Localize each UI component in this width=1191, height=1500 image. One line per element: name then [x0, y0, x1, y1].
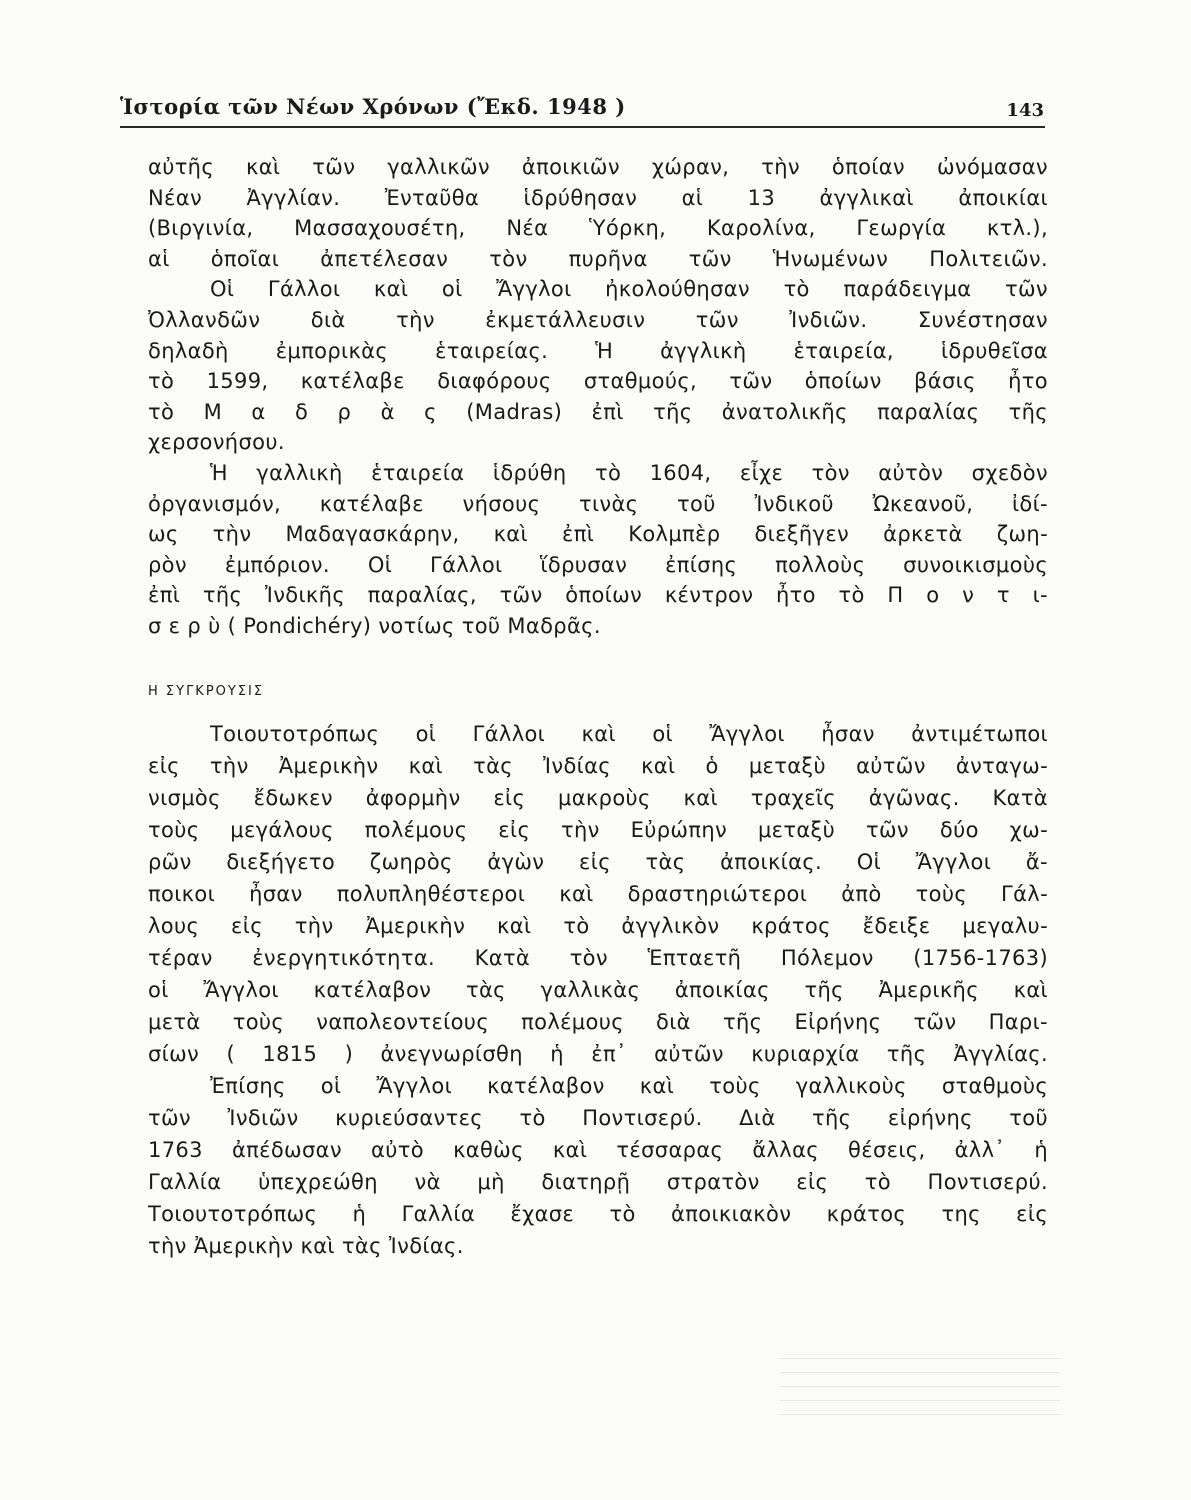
text-line: Νέαν Ἀγγλίαν. Ἐνταῦθα ἱδρύθησαν αἱ 13 ἀγγλικαὶ ἀποικίαι: [148, 185, 1048, 210]
running-title: Ἱστορία τῶν Νέων Χρόνων (Ἔκδ. 1948 ): [120, 94, 626, 119]
text-line: Ὀλλανδῶν διὰ τὴν ἐκμετάλλευσιν τῶν Ἰνδιῶν. Συνέστησαν: [148, 307, 1048, 332]
text-line: τέραν ἐνεργητικότητα. Κατὰ τὸν Ἑπταετῆ Πόλεμον (1756-1763): [148, 945, 1048, 970]
text-line: τὴν Ἀμερικὴν καὶ τὰς Ἰνδίας.: [148, 1233, 464, 1258]
text-line: ἐπὶ τῆς Ἰνδικῆς παραλίας, τῶν ὁποίων κέντρον ἦτο τὸ Π ο ν τ ι-: [148, 583, 1048, 608]
text-line: Ἡ γαλλικὴ ἑταιρεία ἱδρύθη τὸ 1604, εἶχε τὸν αὐτὸν σχεδὸν: [210, 460, 1048, 485]
text-line: νισμὸς ἔδωκεν ἀφορμὴν εἰς μακροὺς καὶ τραχεῖς ἀγῶνας. Κατὰ: [148, 785, 1048, 810]
text-line: Ἐπίσης οἱ Ἄγγλοι κατέλαβον καὶ τοὺς γαλλικοὺς σταθμοὺς: [210, 1073, 1048, 1098]
text-line: μετὰ τοὺς ναπολεοντείους πολέμους διὰ τῆς Εἰρήνης τῶν Παρι-: [148, 1009, 1048, 1034]
text-line: χερσονήσου.: [148, 430, 285, 455]
text-line: ρῶν διεξήγετο ζωηρὸς ἀγὼν εἰς τὰς ἀποικίας. Οἱ Ἄγγλοι ἄ-: [148, 849, 1048, 874]
text-line: τὸ 1599, κατέλαβε διαφόρους σταθμούς, τῶν ὁποίων βάσις ἦτο: [148, 369, 1048, 394]
text-line: σίων ( 1815 ) ἀνεγνωρίσθη ἡ ἐπ᾿ αὐτῶν κυριαρχία τῆς Ἀγγλίας.: [148, 1041, 1048, 1066]
text-line: τοὺς μεγάλους πολέμους εἰς τὴν Εὐρώπην μεταξὺ τῶν δύο χω-: [148, 817, 1048, 842]
text-line: Οἱ Γάλλοι καὶ οἱ Ἄγγλοι ἠκολούθησαν τὸ παράδειγμα τῶν: [210, 277, 1048, 302]
running-header: [120, 86, 1050, 126]
text-block-conflict: [148, 718, 1048, 1262]
text-line: τῶν Ἰνδιῶν κυριεύσαντες τὸ Ποντισερύ. Διὰ τῆς εἰρήνης τοῦ: [148, 1105, 1048, 1130]
text-line: αὐτῆς καὶ τῶν γαλλικῶν ἀποικιῶν χώραν, τὴν ὁποίαν ὠνόμασαν: [148, 155, 1048, 179]
text-line: εἰς τὴν Ἀμερικὴν καὶ τὰς Ἰνδίας καὶ ὁ μεταξὺ αὐτῶν ἀνταγω-: [148, 753, 1048, 778]
text-line: τὸ Μ α δ ρ ὰ ς (Madras) ἐπὶ τῆς ἀνατολικῆς παραλίας τῆς: [148, 399, 1048, 424]
section-heading: Η ΣΥΓΚΡΟΥΣΙΣ: [148, 683, 265, 699]
text-line: ὀργανισμόν, κατέλαβε νήσους τινὰς τοῦ Ἰνδικοῦ Ὠκεανοῦ, ἰδί-: [148, 491, 1048, 516]
text-line: ως τὴν Μαδαγασκάρην, καὶ ἐπὶ Κολμπὲρ διεξῆγεν ἀρκετὰ ζωη-: [148, 522, 1048, 547]
text-line: σ ε ρ ὺ ( Pondichéry) νοτίως τοῦ Μαδρᾶς.: [148, 613, 601, 638]
text-line: Τοιουτοτρόπως ἡ Γαλλία ἔχασε τὸ ἀποικιακὸν κράτος της εἰς: [148, 1201, 1048, 1226]
text-line: (Βιργινία, Μασσαχουσέτη, Νέα Ὑόρκη, Καρολίνα, Γεωργία κτλ.),: [148, 216, 1048, 241]
text-line: δηλαδὴ ἐμπορικὰς ἑταιρείας. Ἡ ἀγγλικὴ ἑταιρεία, ἱδρυθεῖσα: [148, 338, 1048, 363]
page-number: 143: [1006, 100, 1044, 121]
text-line: Γαλλία ὑπεχρεώθη νὰ μὴ διατηρῇ στρατὸν εἰς τὸ Ποντισερύ.: [148, 1169, 1048, 1194]
text-line: αἱ ὁποῖαι ἀπετέλεσαν τὸν πυρῆνα τῶν Ἡνωμένων Πολιτειῶν.: [148, 246, 1048, 271]
body-text: [148, 152, 1048, 1262]
text-line: Τοιουτοτρόπως οἱ Γάλλοι καὶ οἱ Ἄγγλοι ἦσαν ἀντιμέτωποι: [210, 721, 1048, 746]
text-line: ρὸν ἐμπόριον. Οἱ Γάλλοι ἵδρυσαν ἐπίσης πολλοὺς συνοικισμοὺς: [148, 552, 1048, 577]
text-line: λους εἰς τὴν Ἀμερικὴν καὶ τὸ ἀγγλικὸν κράτος ἔδειξε μεγαλυ-: [148, 913, 1048, 938]
text-line: οἱ Ἄγγλοι κατέλαβον τὰς γαλλικὰς ἀποικίας τῆς Ἀμερικῆς καὶ: [148, 977, 1048, 1002]
text-block-colonies: [148, 152, 1048, 642]
bleed-through-smudge: [780, 1345, 1060, 1415]
text-line: 1763 ἀπέδωσαν αὐτὸ καθὼς καὶ τέσσαρας ἄλλας θέσεις, ἀλλ᾿ ἡ: [148, 1137, 1048, 1162]
text-line: ποικοι ἦσαν πολυπληθέστεροι καὶ δραστηριώτεροι ἀπὸ τοὺς Γάλ-: [148, 881, 1048, 906]
header-rule: [120, 126, 1045, 128]
